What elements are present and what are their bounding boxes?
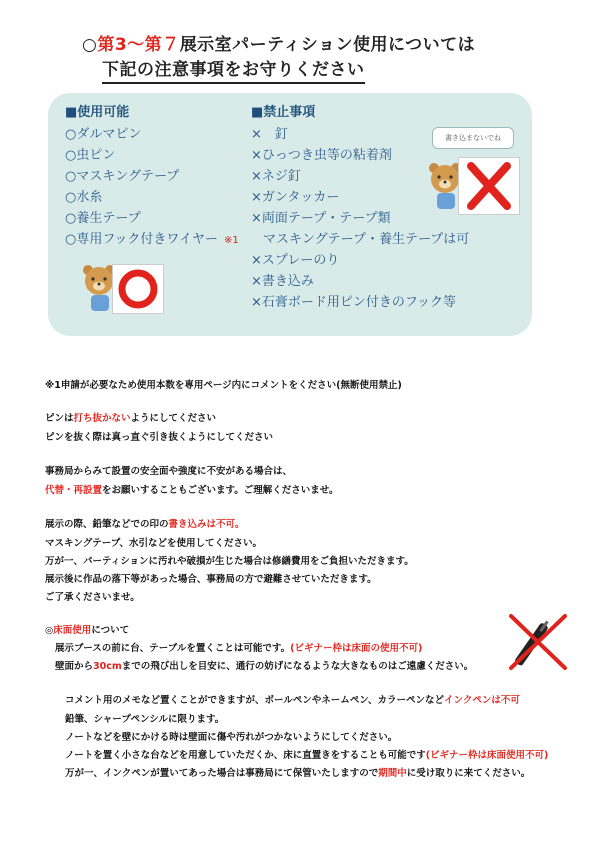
exhibit-note-4: 展示後に作品の落下等があった場合、事務局の方で避難させていただきます。: [45, 574, 377, 585]
forbidden-item: ×両面テープ・テープ類: [251, 211, 391, 226]
floor-heading: ◎床面使用について: [45, 625, 130, 636]
forbidden-item: ×ガンタッカー: [251, 190, 340, 205]
memo-note-1: コメント用のメモなど置くことができますが、ボールペンやネームペン、カラーペンなどインクペンは不可: [65, 695, 520, 706]
forbidden-list: [251, 124, 469, 313]
title-circle-mark: ○: [82, 35, 98, 55]
no-ink-pen-icon: [505, 612, 575, 672]
allowed-item: ○マスキングテープ: [65, 169, 180, 184]
safety-note-2: 代替・再設置をお願いすることもございます。ご理解くださいませ。: [45, 485, 339, 496]
forbidden-item: ×石膏ボード用ピン付きのフック等: [251, 295, 456, 310]
cross-mark-icon: [459, 158, 519, 214]
title-range: 第3〜第７: [97, 35, 180, 55]
pin-note-1: ピンは打ち抜かないようにしてください: [45, 413, 217, 424]
exhibit-note-3: 万が一、パーティションに汚れや破損が生じた場合は修繕費用をご負担いただきます。: [45, 556, 414, 567]
memo-note-3: ノートなどを壁にかける時は壁面に傷や汚れがつかないようにしてください。: [65, 732, 398, 743]
forbidden-item: ×ネジ釘: [251, 169, 301, 184]
forbidden-item-exception: マスキングテープ・養生テープは可: [263, 232, 470, 247]
floor-note-2: 壁面から30cmまでの飛び出しを目安に、通行の妨げになるような大きなものはご遠慮ください。: [55, 661, 474, 672]
floor-note-1: 展示ブースの前に台、テーブルを置くことは可能です。(ビギナー枠は床面の使用不可): [55, 643, 423, 654]
note-mark: ※1: [224, 235, 239, 246]
prohibited-box: [458, 157, 520, 215]
exhibit-note-5: ご了承くださいませ。: [45, 592, 140, 603]
allowed-list: [65, 124, 239, 250]
title-line1-rest: 展示室パーティション使用については: [179, 35, 476, 55]
forbidden-item: ×ひっつき虫等の粘着剤: [251, 148, 392, 163]
allowed-item: ○養生テープ: [65, 211, 141, 226]
forbidden-item: × 釘: [251, 127, 288, 142]
note-1: ※1申請が必要なため使用本数を専用ページ内にコメントをください(無断使用禁止): [45, 380, 402, 391]
exhibit-note-1: 展示の際、鉛筆などでの印の書き込みは不可。: [45, 519, 245, 530]
speech-bubble: 書き込まないでね: [432, 127, 514, 149]
page-title-line1: [82, 30, 475, 55]
page-title-line2: 下記の注意事項をお守りください: [102, 55, 365, 84]
memo-note-2: 鉛筆、シャープペンシルに限ります。: [65, 714, 225, 725]
forbidden-item: ×スプレーのり: [251, 253, 340, 268]
memo-note-4: ノートを置く小さな台などを用意していただくか、床に直置きをすることも可能です(ビギナー枠は床面使用不可): [65, 750, 549, 761]
allowed-item: ○水糸: [65, 190, 103, 205]
allowed-item: ○専用フック付きワイヤー ※1: [65, 232, 239, 247]
allowed-item: ○虫ピン: [65, 148, 116, 163]
allowed-box: [112, 264, 164, 314]
forbidden-heading: ■禁止事項: [251, 105, 316, 120]
memo-note-5: 万が一、インクペンが置いてあった場合は事務局にて保管いたしますので期間中に受け取りに来てください。: [65, 768, 531, 779]
safety-note-1: 事務局からみて設置の安全面や強度に不安がある場合は、: [45, 466, 293, 477]
forbidden-item: ×書き込み: [251, 274, 314, 289]
allowed-heading: ■使用可能: [65, 105, 130, 120]
pin-note-2: ピンを抜く際は真っ直ぐ引き抜くようにしてください: [45, 432, 274, 443]
allowed-item: ○ダルマピン: [65, 127, 142, 142]
circle-mark-icon: [113, 265, 163, 313]
exhibit-note-2: マスキングテープ、水引などを使用してください。: [45, 538, 262, 549]
